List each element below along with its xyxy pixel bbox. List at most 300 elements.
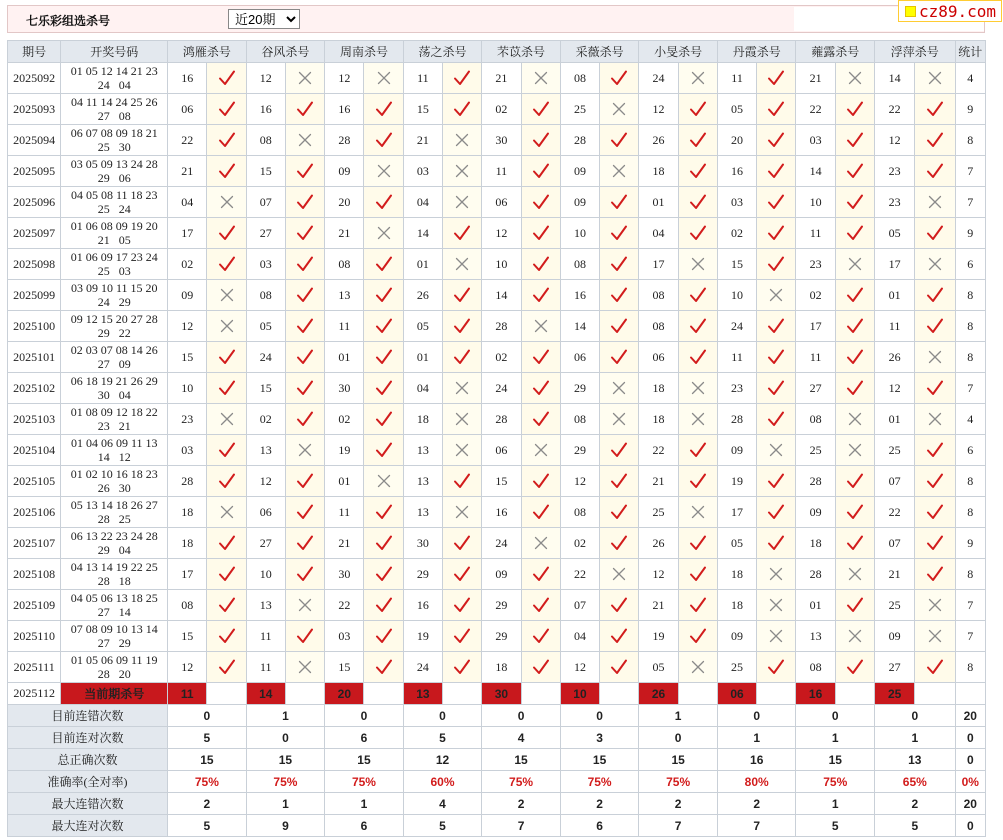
- check-icon: [453, 69, 471, 87]
- result-correct-cell: [443, 342, 482, 373]
- check-icon: [296, 472, 314, 490]
- check-icon: [846, 658, 864, 676]
- cross-icon: [532, 534, 550, 552]
- kill-number-cell: 09: [875, 621, 915, 652]
- cross-icon: [218, 317, 236, 335]
- check-icon: [610, 503, 628, 521]
- issue-cell: 2025093: [8, 94, 61, 125]
- result-wrong-cell: [678, 63, 717, 94]
- result-correct-cell: [521, 559, 560, 590]
- check-icon: [689, 627, 707, 645]
- cross-icon: [532, 69, 550, 87]
- kill-number-cell: 16: [482, 497, 521, 528]
- table-row: [8, 497, 986, 528]
- result-wrong-cell: [443, 249, 482, 280]
- result-correct-cell: [835, 187, 874, 218]
- check-icon: [296, 534, 314, 552]
- kill-number-cell: 29: [403, 559, 442, 590]
- kill-number-cell: 12: [875, 373, 915, 404]
- kill-number-cell: 03: [168, 435, 207, 466]
- kill-number-cell: 15: [717, 249, 756, 280]
- result-correct-cell: [835, 156, 874, 187]
- cross-icon: [218, 193, 236, 211]
- draw-numbers-line2: 24 04: [97, 78, 131, 92]
- kill-number-cell: 08: [639, 311, 678, 342]
- kill-number-cell: 18: [639, 156, 678, 187]
- check-icon: [453, 224, 471, 242]
- result-wrong-cell: [443, 373, 482, 404]
- col-header-danxia: 丹霞杀号: [717, 41, 796, 63]
- cross-icon: [218, 286, 236, 304]
- stat-value: 5: [168, 727, 247, 749]
- table-row: [8, 652, 986, 683]
- result-correct-cell: [757, 528, 796, 559]
- issue-cell: 2025096: [8, 187, 61, 218]
- kill-number-table: [7, 40, 986, 837]
- kill-number-cell: 16: [168, 63, 207, 94]
- check-icon: [767, 131, 785, 149]
- kill-number-cell: 30: [403, 528, 442, 559]
- table-row: [8, 559, 986, 590]
- cross-icon: [767, 565, 785, 583]
- result-correct-cell: [521, 187, 560, 218]
- result-wrong-cell: [443, 187, 482, 218]
- result-correct-cell: [207, 590, 246, 621]
- check-icon: [926, 317, 944, 335]
- result-wrong-cell: [757, 559, 796, 590]
- check-icon: [218, 69, 236, 87]
- check-icon: [846, 131, 864, 149]
- check-icon: [767, 69, 785, 87]
- kill-number-cell: 17: [875, 249, 915, 280]
- draw-numbers-line1: 06 13 22 23 24 28: [70, 529, 158, 543]
- stat-total: 0: [955, 727, 985, 749]
- check-icon: [296, 255, 314, 273]
- current-kill-blank: [678, 683, 717, 705]
- kill-number-cell: 22: [325, 590, 364, 621]
- stat-value: 2: [560, 793, 639, 815]
- result-wrong-cell: [521, 528, 560, 559]
- kill-number-cell: 16: [560, 280, 599, 311]
- result-correct-cell: [835, 466, 874, 497]
- kill-number-cell: 24: [717, 311, 756, 342]
- kill-number-cell: 28: [796, 559, 835, 590]
- result-wrong-cell: [443, 125, 482, 156]
- result-correct-cell: [915, 528, 955, 559]
- draw-numbers-line1: 04 13 14 19 22 25: [70, 560, 158, 574]
- draw-numbers-cell: [61, 559, 168, 590]
- stat-label: 总正确次数: [8, 749, 168, 771]
- stat-value: 0: [482, 705, 561, 727]
- result-correct-cell: [364, 373, 403, 404]
- check-icon: [453, 100, 471, 118]
- check-icon: [375, 348, 393, 366]
- kill-number-cell: 08: [560, 249, 599, 280]
- stat-value: 5: [403, 727, 482, 749]
- stat-value: 15: [796, 749, 875, 771]
- check-icon: [532, 131, 550, 149]
- kill-number-cell: 26: [403, 280, 442, 311]
- result-correct-cell: [915, 652, 955, 683]
- kill-number-cell: 30: [325, 559, 364, 590]
- kill-number-cell: 18: [168, 528, 207, 559]
- kill-number-cell: 21: [325, 218, 364, 249]
- kill-number-cell: 18: [482, 652, 521, 683]
- stat-value: 75%: [482, 771, 561, 793]
- table-row: [8, 466, 986, 497]
- result-wrong-cell: [285, 125, 324, 156]
- result-correct-cell: [915, 497, 955, 528]
- site-logo[interactable]: [898, 0, 1002, 22]
- kill-number-cell: 03: [325, 621, 364, 652]
- issue-cell: 2025103: [8, 404, 61, 435]
- result-correct-cell: [207, 528, 246, 559]
- current-kill-number: 14: [246, 683, 285, 705]
- result-wrong-cell: [757, 590, 796, 621]
- result-correct-cell: [600, 466, 639, 497]
- result-correct-cell: [207, 249, 246, 280]
- stat-row: [8, 749, 986, 771]
- col-header-fuyi: 芣苡杀号: [482, 41, 561, 63]
- stat-value: 6: [560, 815, 639, 837]
- stat-value: 75%: [639, 771, 718, 793]
- kill-number-cell: 07: [875, 528, 915, 559]
- current-kill-blank: [600, 683, 639, 705]
- check-icon: [375, 317, 393, 335]
- result-wrong-cell: [915, 249, 955, 280]
- kill-number-cell: 04: [168, 187, 207, 218]
- check-icon: [453, 658, 471, 676]
- result-wrong-cell: [600, 559, 639, 590]
- result-correct-cell: [364, 249, 403, 280]
- check-icon: [926, 534, 944, 552]
- kill-number-cell: 06: [168, 94, 207, 125]
- table-row: [8, 156, 986, 187]
- result-correct-cell: [443, 621, 482, 652]
- check-icon: [532, 100, 550, 118]
- draw-numbers-cell: [61, 125, 168, 156]
- cross-icon: [846, 69, 864, 87]
- check-icon: [532, 472, 550, 490]
- kill-number-cell: 08: [325, 249, 364, 280]
- result-correct-cell: [521, 342, 560, 373]
- cross-icon: [610, 162, 628, 180]
- kill-number-cell: 11: [325, 497, 364, 528]
- result-correct-cell: [207, 156, 246, 187]
- draw-numbers-cell: [61, 342, 168, 373]
- kill-number-cell: 04: [560, 621, 599, 652]
- count-cell: 4: [955, 404, 985, 435]
- issue-cell: 2025092: [8, 63, 61, 94]
- check-icon: [453, 627, 471, 645]
- kill-number-cell: 19: [639, 621, 678, 652]
- cross-icon: [453, 255, 471, 273]
- result-correct-cell: [757, 404, 796, 435]
- kill-number-cell: 16: [717, 156, 756, 187]
- cross-icon: [926, 348, 944, 366]
- kill-number-cell: 25: [875, 590, 915, 621]
- check-icon: [375, 193, 393, 211]
- stat-row: [8, 815, 986, 837]
- draw-numbers-cell: [61, 590, 168, 621]
- kill-number-cell: 12: [168, 311, 207, 342]
- check-icon: [532, 348, 550, 366]
- check-icon: [218, 100, 236, 118]
- check-icon: [610, 658, 628, 676]
- check-icon: [767, 317, 785, 335]
- col-header-dangzhi: 荡之杀号: [403, 41, 482, 63]
- draw-numbers-line2: 27 09: [97, 357, 131, 371]
- current-count-blank: [955, 683, 985, 705]
- check-icon: [846, 503, 864, 521]
- stat-value: 0: [325, 705, 404, 727]
- check-icon: [296, 100, 314, 118]
- check-icon: [218, 255, 236, 273]
- result-wrong-cell: [443, 156, 482, 187]
- result-correct-cell: [600, 342, 639, 373]
- kill-number-cell: 21: [325, 528, 364, 559]
- kill-number-cell: 17: [717, 497, 756, 528]
- stat-value: 4: [482, 727, 561, 749]
- period-select[interactable]: [228, 9, 300, 29]
- count-cell: 8: [955, 125, 985, 156]
- cross-icon: [926, 193, 944, 211]
- check-icon: [689, 348, 707, 366]
- kill-number-cell: 27: [246, 218, 285, 249]
- kill-number-cell: 17: [796, 311, 835, 342]
- check-icon: [846, 534, 864, 552]
- current-kill-blank: [207, 683, 246, 705]
- kill-number-cell: 12: [560, 652, 599, 683]
- check-icon: [926, 131, 944, 149]
- kill-number-cell: 28: [560, 125, 599, 156]
- cross-icon: [296, 69, 314, 87]
- result-correct-cell: [915, 156, 955, 187]
- stat-value: 2: [717, 793, 796, 815]
- result-correct-cell: [600, 125, 639, 156]
- result-correct-cell: [835, 528, 874, 559]
- check-icon: [610, 534, 628, 552]
- current-kill-blank: [521, 683, 560, 705]
- kill-number-cell: 12: [639, 94, 678, 125]
- result-correct-cell: [600, 218, 639, 249]
- result-correct-cell: [600, 187, 639, 218]
- result-correct-cell: [521, 280, 560, 311]
- col-header-issue: 期号: [8, 41, 61, 63]
- current-kill-number: 20: [325, 683, 364, 705]
- result-correct-cell: [285, 466, 324, 497]
- check-icon: [218, 441, 236, 459]
- stat-total: 0: [955, 749, 985, 771]
- result-correct-cell: [207, 466, 246, 497]
- kill-number-cell: 22: [168, 125, 207, 156]
- kill-number-cell: 03: [796, 125, 835, 156]
- result-correct-cell: [757, 187, 796, 218]
- result-wrong-cell: [835, 63, 874, 94]
- kill-number-cell: 10: [717, 280, 756, 311]
- result-correct-cell: [207, 94, 246, 125]
- cross-icon: [453, 410, 471, 428]
- current-kill-blank: [835, 683, 874, 705]
- cross-icon: [689, 69, 707, 87]
- check-icon: [610, 224, 628, 242]
- stat-value: 75%: [325, 771, 404, 793]
- check-icon: [453, 565, 471, 583]
- check-icon: [610, 441, 628, 459]
- cross-icon: [453, 162, 471, 180]
- result-correct-cell: [600, 621, 639, 652]
- kill-number-cell: 13: [246, 590, 285, 621]
- check-icon: [453, 348, 471, 366]
- draw-numbers-line2: 24 29: [97, 295, 131, 309]
- current-kill-blank: [757, 683, 796, 705]
- check-icon: [610, 255, 628, 273]
- draw-numbers-line1: 04 05 08 11 18 23: [70, 188, 158, 202]
- check-icon: [532, 286, 550, 304]
- kill-number-cell: 05: [246, 311, 285, 342]
- kill-number-cell: 14: [796, 156, 835, 187]
- kill-number-cell: 06: [482, 187, 521, 218]
- result-wrong-cell: [600, 156, 639, 187]
- stat-value: 2: [168, 793, 247, 815]
- kill-number-cell: 12: [482, 218, 521, 249]
- cross-icon: [453, 379, 471, 397]
- result-correct-cell: [207, 342, 246, 373]
- result-correct-cell: [757, 63, 796, 94]
- kill-number-cell: 12: [246, 466, 285, 497]
- draw-numbers-cell: [61, 404, 168, 435]
- draw-numbers-line1: 01 06 08 09 19 20: [70, 219, 158, 233]
- check-icon: [926, 286, 944, 304]
- result-wrong-cell: [521, 311, 560, 342]
- result-correct-cell: [835, 125, 874, 156]
- stat-value: 1: [639, 705, 718, 727]
- check-icon: [610, 193, 628, 211]
- result-wrong-cell: [443, 435, 482, 466]
- kill-number-cell: 13: [403, 497, 442, 528]
- result-wrong-cell: [757, 280, 796, 311]
- check-icon: [375, 100, 393, 118]
- kill-number-cell: 29: [482, 621, 521, 652]
- stat-value: 2: [875, 793, 956, 815]
- kill-number-cell: 11: [246, 652, 285, 683]
- result-correct-cell: [835, 311, 874, 342]
- kill-number-cell: 29: [482, 590, 521, 621]
- check-icon: [689, 131, 707, 149]
- kill-number-cell: 10: [482, 249, 521, 280]
- kill-number-cell: 26: [639, 528, 678, 559]
- result-correct-cell: [285, 187, 324, 218]
- result-correct-cell: [600, 280, 639, 311]
- cross-icon: [610, 565, 628, 583]
- count-cell: 8: [955, 497, 985, 528]
- check-icon: [453, 534, 471, 552]
- stat-row: [8, 793, 986, 815]
- stat-value: 1: [875, 727, 956, 749]
- result-correct-cell: [835, 373, 874, 404]
- check-icon: [453, 472, 471, 490]
- check-icon: [689, 441, 707, 459]
- check-icon: [689, 472, 707, 490]
- result-correct-cell: [364, 559, 403, 590]
- header-row: [8, 41, 986, 63]
- current-kill-number: 16: [796, 683, 835, 705]
- stat-value: 15: [482, 749, 561, 771]
- cross-icon: [689, 658, 707, 676]
- kill-number-cell: 19: [403, 621, 442, 652]
- col-header-gufeng: 谷风杀号: [246, 41, 325, 63]
- draw-numbers-line1: 01 05 12 14 21 23: [70, 64, 158, 78]
- check-icon: [218, 658, 236, 676]
- result-correct-cell: [678, 590, 717, 621]
- kill-number-cell: 11: [403, 63, 442, 94]
- result-wrong-cell: [835, 249, 874, 280]
- draw-numbers-line1: 01 05 06 09 11 19: [70, 653, 158, 667]
- kill-number-cell: 21: [639, 590, 678, 621]
- check-icon: [453, 317, 471, 335]
- kill-number-cell: 14: [560, 311, 599, 342]
- check-icon: [532, 627, 550, 645]
- kill-number-cell: 28: [482, 404, 521, 435]
- draw-numbers-cell: [61, 373, 168, 404]
- cross-icon: [846, 565, 864, 583]
- draw-numbers-line2: 26 30: [97, 481, 131, 495]
- current-kill-blank: [285, 683, 324, 705]
- kill-number-cell: 12: [246, 63, 285, 94]
- result-wrong-cell: [835, 621, 874, 652]
- check-icon: [846, 596, 864, 614]
- kill-number-cell: 24: [482, 373, 521, 404]
- check-icon: [926, 503, 944, 521]
- kill-number-cell: 11: [325, 311, 364, 342]
- kill-number-cell: 22: [875, 497, 915, 528]
- check-icon: [846, 193, 864, 211]
- result-correct-cell: [915, 373, 955, 404]
- result-wrong-cell: [678, 249, 717, 280]
- result-correct-cell: [678, 435, 717, 466]
- result-correct-cell: [600, 63, 639, 94]
- check-icon: [767, 534, 785, 552]
- cross-icon: [375, 472, 393, 490]
- check-icon: [610, 69, 628, 87]
- result-wrong-cell: [600, 94, 639, 125]
- result-correct-cell: [521, 249, 560, 280]
- kill-number-cell: 11: [246, 621, 285, 652]
- cross-icon: [296, 596, 314, 614]
- check-icon: [532, 193, 550, 211]
- issue-cell: 2025097: [8, 218, 61, 249]
- current-kill-label: 当前期杀号: [61, 683, 168, 705]
- col-header-xiaomin: 小旻杀号: [639, 41, 718, 63]
- cross-icon: [453, 441, 471, 459]
- check-icon: [218, 565, 236, 583]
- cross-icon: [767, 286, 785, 304]
- check-icon: [689, 100, 707, 118]
- cross-icon: [375, 162, 393, 180]
- result-correct-cell: [521, 466, 560, 497]
- check-icon: [375, 410, 393, 428]
- kill-number-cell: 23: [168, 404, 207, 435]
- result-wrong-cell: [600, 373, 639, 404]
- result-wrong-cell: [678, 404, 717, 435]
- current-kill-number: 30: [482, 683, 521, 705]
- col-header-draw: 开奖号码: [61, 41, 168, 63]
- result-correct-cell: [207, 621, 246, 652]
- stat-row: [8, 727, 986, 749]
- logo-square-icon: [905, 6, 916, 17]
- kill-number-cell: 03: [246, 249, 285, 280]
- check-icon: [610, 472, 628, 490]
